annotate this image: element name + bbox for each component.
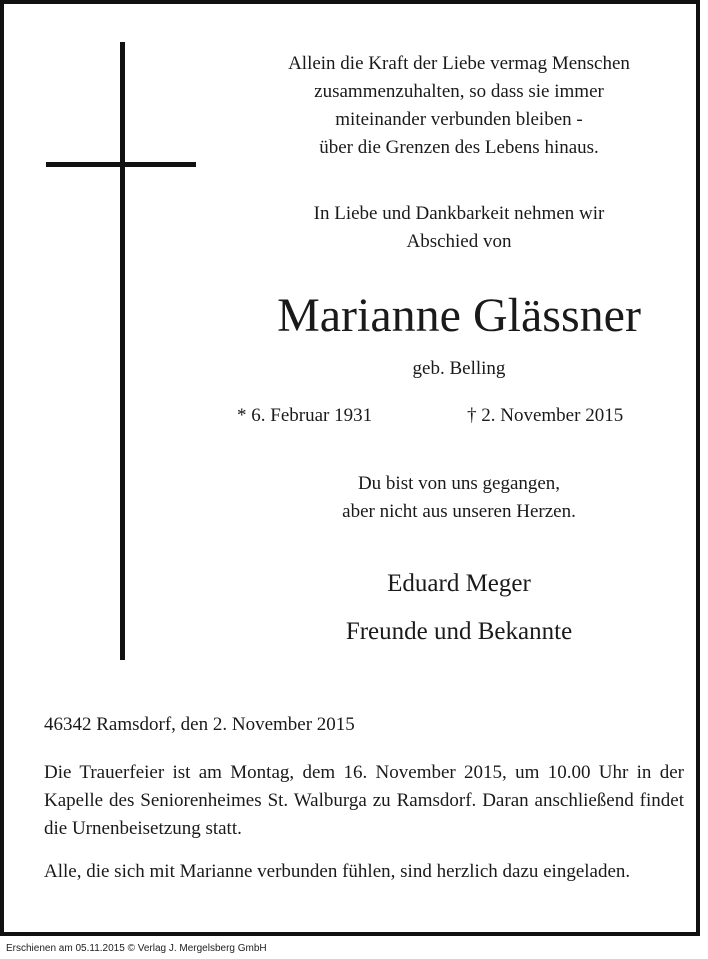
quote-line: miteinander verbunden bleiben - <box>335 109 583 130</box>
quote-block <box>224 50 694 162</box>
quote-line: zusammenzuhalten, so dass sie immer <box>314 81 604 102</box>
intro-line: Abschied von <box>406 231 512 252</box>
farewell-block <box>224 470 694 526</box>
place-date: 46342 Ramsdorf, den 2. November 2015 <box>44 714 355 735</box>
cross-bar <box>46 162 196 167</box>
quote-line: über die Grenzen des Lebens hinaus. <box>319 137 599 158</box>
mourner-name: Freunde und Bekannte <box>345 618 573 645</box>
mourner-name: Eduard Meger <box>387 570 531 597</box>
birth-date: * 6. Februar 1931 <box>237 405 373 426</box>
maiden-name: geb. Belling <box>412 358 506 379</box>
intro-line: In Liebe und Dankbarkeit nehmen wir <box>313 203 605 224</box>
quote-line: Allein die Kraft der Liebe vermag Menschen <box>288 53 630 74</box>
deceased-name: Marianne Glässner <box>277 289 641 342</box>
farewell-line: Du bist von uns gegangen, <box>357 473 561 494</box>
farewell-line: aber nicht aus unseren Herzen. <box>342 501 576 522</box>
ceremony-paragraph: Die Trauerfeier ist am Montag, dem 16. November 2015, um 10.00 Uhr in der Kapelle des Seniorenheimes St. Walburga zu Ramsdorf. Daran anschließend findet die Urnenbeisetzung statt. <box>44 762 684 839</box>
intro-block <box>224 200 694 256</box>
death-date: † 2. November 2015 <box>467 405 624 426</box>
cross-icon <box>120 42 125 660</box>
publication-footer: Erschienen am 05.11.2015 © Verlag J. Mergelsberg GmbH <box>6 943 267 954</box>
invitation-paragraph: Alle, die sich mit Marianne verbunden fühlen, sind herzlich dazu eingeladen. <box>44 861 631 882</box>
